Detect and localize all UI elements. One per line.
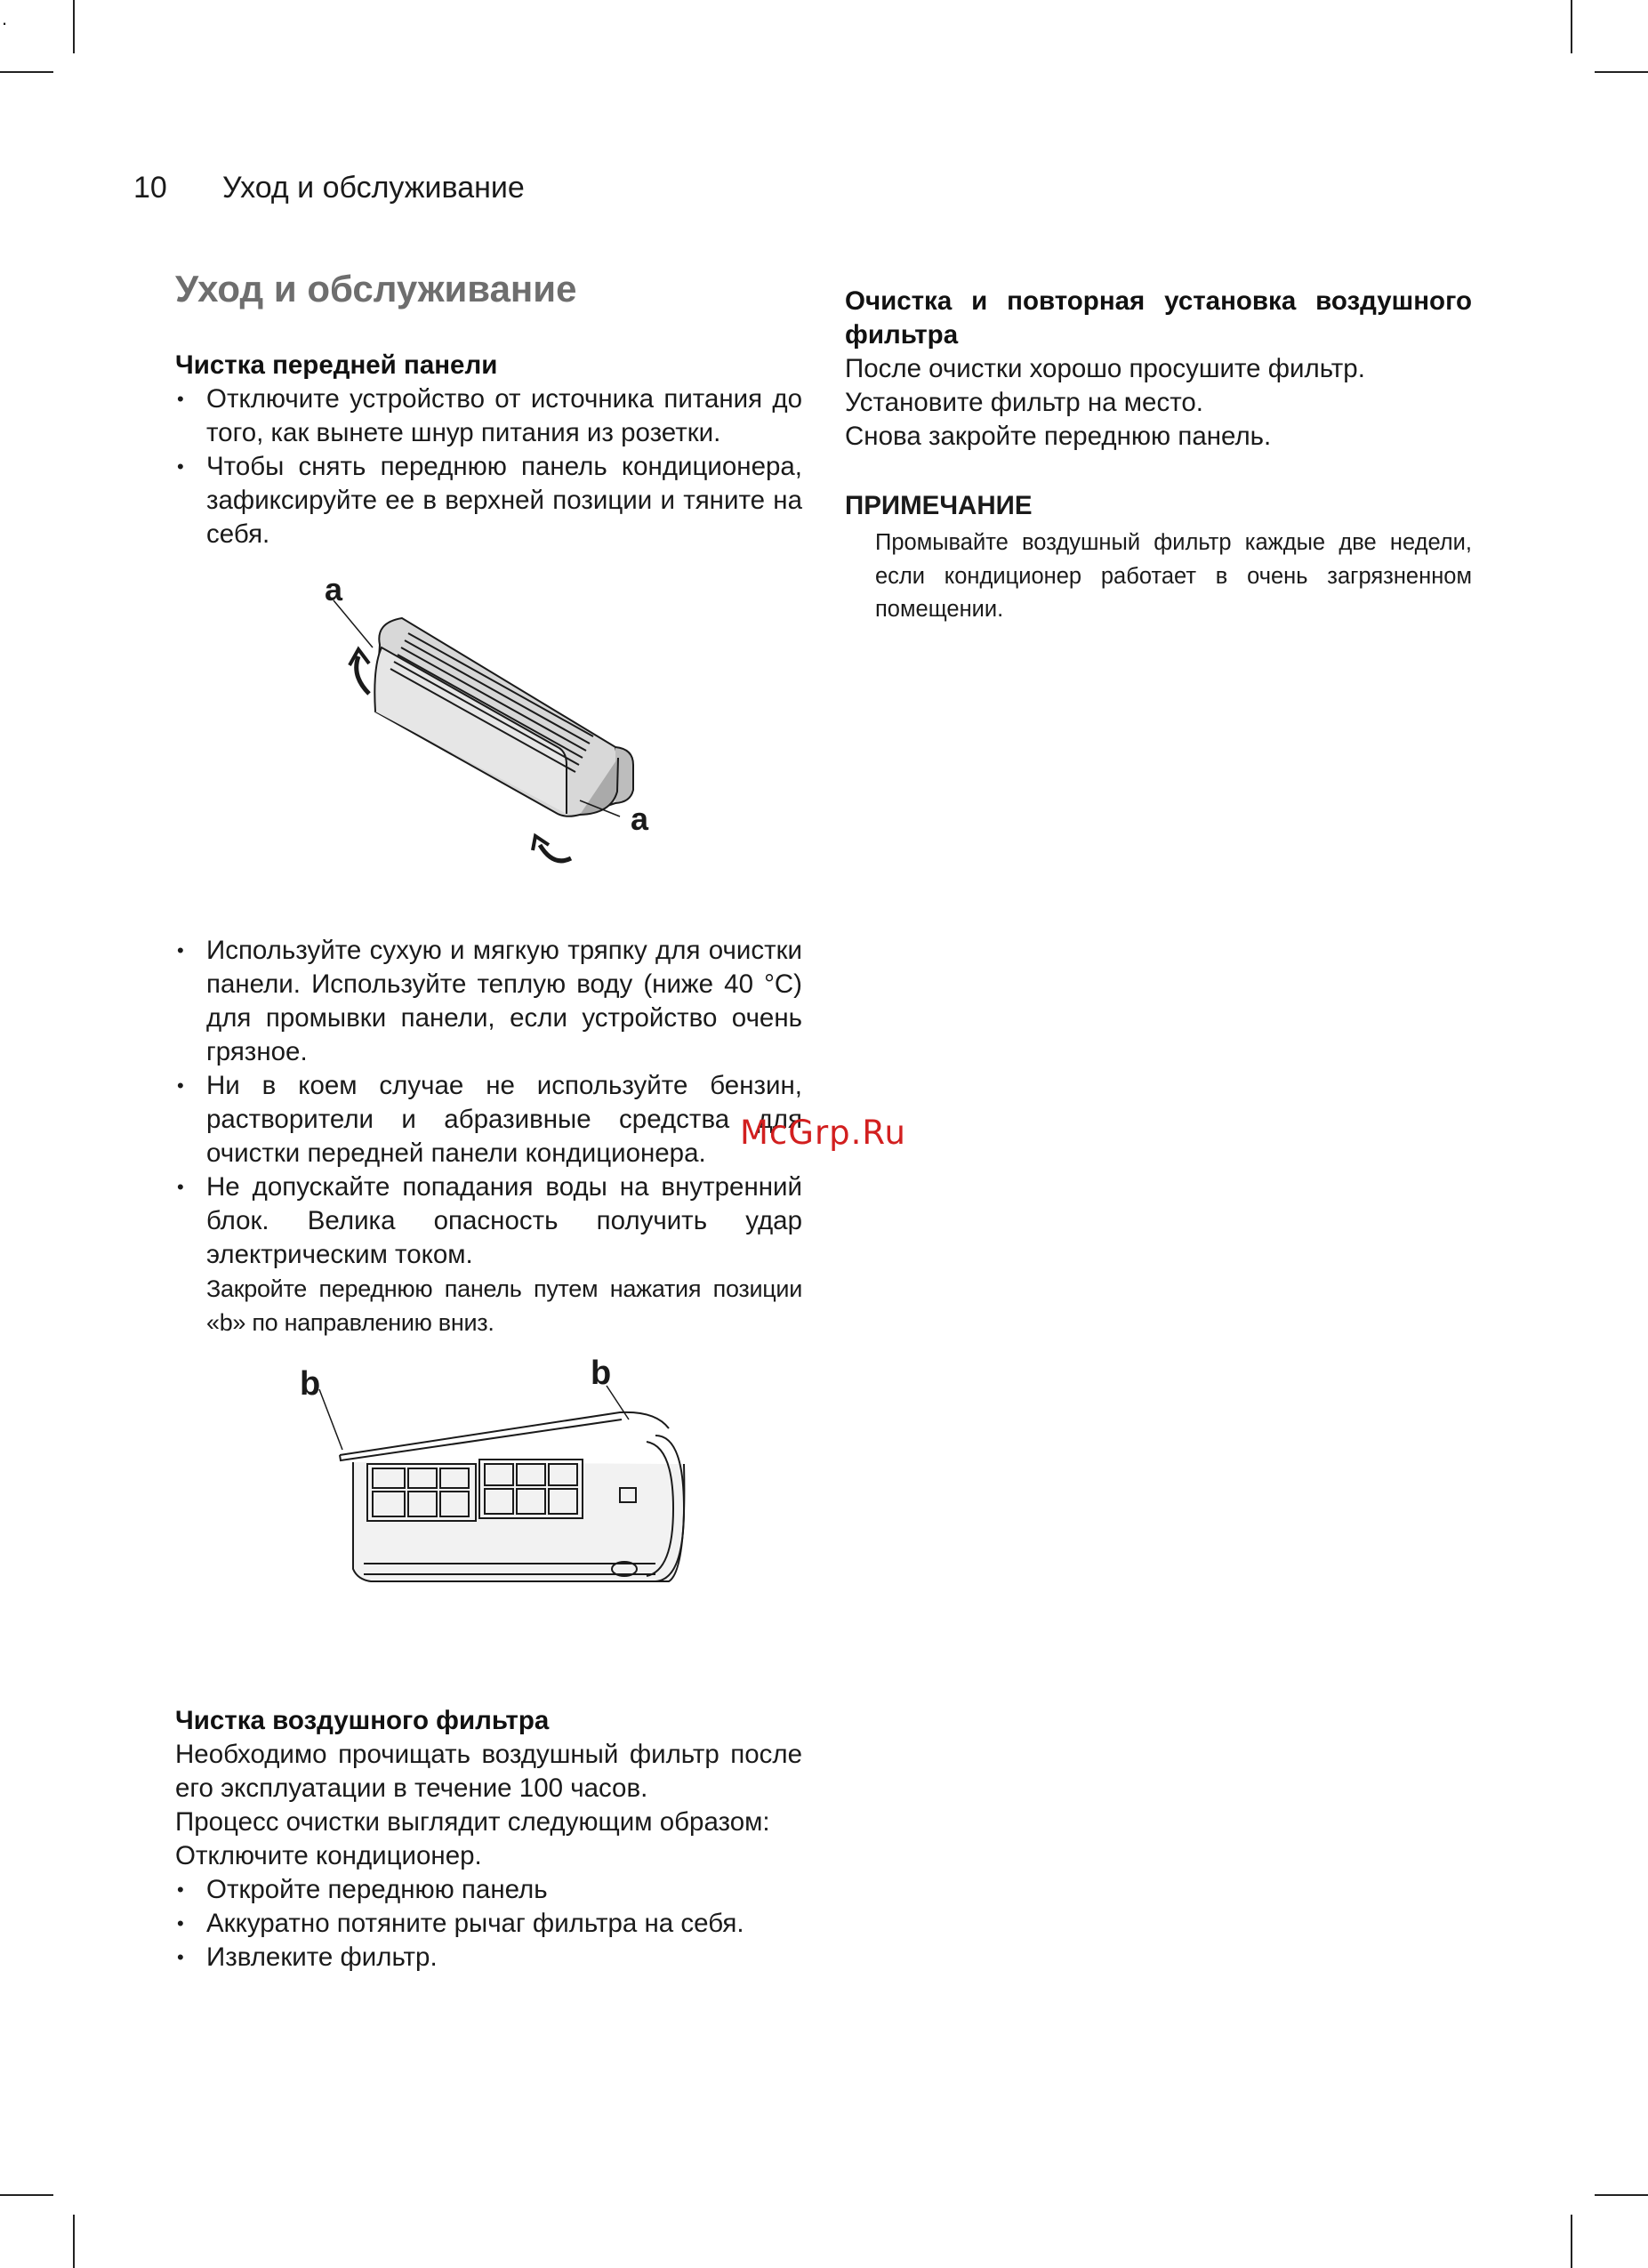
- crop-mark: [0, 71, 53, 73]
- figure-b-label-right: b: [591, 1357, 612, 1393]
- left-column: [175, 267, 802, 1974]
- figure-b-label-left: b: [300, 1365, 321, 1403]
- list-item: • Откройте переднюю панель: [175, 1873, 802, 1907]
- filter-paragraph-3: Отключите кондиционер.: [175, 1841, 482, 1871]
- reinstall-line: Установите фильтр на место.: [845, 388, 1203, 417]
- crop-mark: [1571, 0, 1572, 53]
- filter-steps-list: [175, 1873, 802, 1974]
- list-item: • Извлеките фильтр.: [175, 1941, 802, 1974]
- right-column: [845, 285, 1472, 627]
- filter-heading: Чистка воздушного фильтра: [175, 1706, 550, 1736]
- figure-a-label-bottom: a: [631, 800, 649, 838]
- reinstall-line: После очистки хорошо просушите фильтр.: [845, 354, 1365, 383]
- list-item: • Используйте сухую и мягкую тряпку для очистки панели. Используйте теплую воду (ниже 40 °С) для промывки панели, если устройство очень грязное.: [175, 934, 802, 1069]
- list-item: • Ни в коем случае не используйте бензин, растворители и абразивные средства для очистки передней панели кондиционера.: [175, 1069, 802, 1170]
- page-header: [133, 171, 525, 205]
- page-number: 10: [133, 171, 167, 205]
- crop-mark: [1595, 2194, 1648, 2196]
- figure-close-front-panel: [175, 1357, 802, 1660]
- figure-a-label-top: a: [325, 571, 343, 608]
- reinstall-heading: Очистка и повторная установка воздушного фильтра: [845, 286, 1472, 350]
- figure-remove-front-panel: [175, 551, 802, 934]
- list-item: • Аккуратно потяните рычаг фильтра на себя.: [175, 1907, 802, 1941]
- list-item: • Отключите устройство от источника питания до того, как вынете шнур питания из розетки.: [175, 382, 802, 450]
- filter-paragraph-1: Необходимо прочищать воздушный фильтр после его эксплуатации в течение 100 часов.: [175, 1740, 802, 1804]
- crop-mark: [0, 2194, 53, 2196]
- crop-mark: [73, 0, 75, 53]
- filter-paragraph-2: Процесс очистки выглядит следующим образом:: [175, 1807, 770, 1838]
- running-title: Уход и обслуживание: [222, 171, 525, 205]
- page-title: Уход и обслуживание: [175, 268, 577, 310]
- crop-mark: [1595, 71, 1648, 73]
- reinstall-line: Снова закройте переднюю панель.: [845, 422, 1272, 451]
- note-text: Промывайте воздушный фильтр каждые две недели, если кондиционер работает в очень загрязненном помещении.: [875, 530, 1472, 622]
- list-item: • Чтобы снять переднюю панель кондиционера, зафиксируйте ее в верхней позиции и тяните на себя.: [175, 450, 802, 551]
- list-item: • Не допускайте попадания воды на внутренний блок. Велика опасность получить удар электрическим током.: [175, 1170, 802, 1272]
- front-panel-heading: Чистка передней панели: [175, 350, 498, 381]
- crop-mark: [1571, 2215, 1572, 2268]
- close-panel-note: Закройте переднюю панель путем нажатия позиции «b» по направлению вниз.: [206, 1275, 802, 1337]
- corner-dot: .: [2, 7, 8, 29]
- crop-mark: [73, 2215, 75, 2268]
- note-title: ПРИМЕЧАНИЕ: [845, 491, 1033, 520]
- watermark: McGrp.Ru: [740, 1114, 906, 1152]
- front-panel-list-2: [175, 934, 802, 1272]
- front-panel-list-1: [175, 382, 802, 551]
